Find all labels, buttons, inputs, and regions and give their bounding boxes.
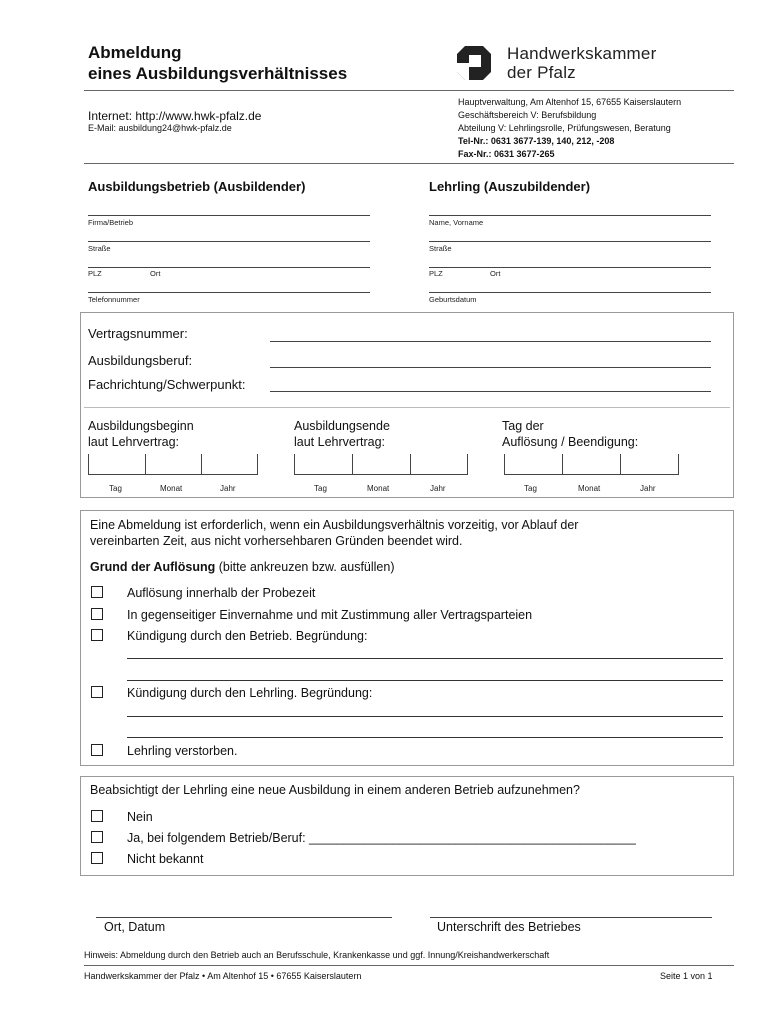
ende-tag-input[interactable]	[294, 454, 352, 475]
info-line-2: vereinbarten Zeit, aus nicht vorhersehbaren Gründen beendet wird.	[90, 534, 463, 548]
aufloesung-label	[502, 418, 638, 450]
hwk-logo-icon	[457, 46, 495, 80]
betrieb-plz-ort-field[interactable]	[88, 267, 370, 268]
beginn-monat-label: Monat	[160, 484, 183, 493]
info-text	[90, 517, 578, 549]
nicht-bekannt-option-label: Nicht bekannt	[127, 852, 204, 866]
lehrling-strasse-field[interactable]	[429, 241, 711, 242]
nein-checkbox[interactable]	[91, 810, 103, 822]
ja-checkbox[interactable]	[91, 831, 103, 843]
telefon-label: Telefonnummer	[88, 295, 140, 304]
aufloesung-tag-input[interactable]	[504, 454, 562, 475]
aufloesung-tag-label: Tag	[524, 484, 537, 493]
beginn-jahr-label: Jahr	[220, 484, 236, 493]
verstorben-option-label: Lehrling verstorben.	[127, 744, 238, 758]
footer-address: Handwerkskammer der Pfalz • Am Altenhof 15 • 67655 Kaiserslautern	[84, 971, 362, 981]
lehrling-strasse-label: Straße	[429, 244, 452, 253]
lehrling-ort-label: Ort	[490, 269, 501, 278]
footer-divider	[84, 965, 734, 966]
probezeit-checkbox[interactable]	[91, 586, 103, 598]
ende-jahr-input[interactable]	[410, 454, 468, 475]
kuendigung-lehrling-option-label: Kündigung durch den Lehrling. Begründung:	[127, 686, 373, 700]
beginn-jahr-input[interactable]	[201, 454, 258, 475]
betrieb-heading: Ausbildungsbetrieb (Ausbildender)	[88, 179, 306, 194]
lehrling-plz-label: PLZ	[429, 269, 443, 278]
einvernahme-option-label: In gegenseitiger Einvernahme und mit Zustimmung aller Vertragsparteien	[127, 608, 533, 622]
address-block	[458, 96, 681, 161]
geburtsdatum-field[interactable]	[429, 292, 711, 293]
hinweis-text: Hinweis: Abmeldung durch den Betrieb auch an Berufsschule, Krankenkasse und ggf. Innung/Kreishandwerkerschaft	[84, 950, 550, 960]
telefon-field[interactable]	[88, 292, 370, 293]
address-tel: Tel-Nr.: 0631 3677-139, 140, 212, -208	[458, 136, 615, 146]
ort-datum-label: Ort, Datum	[104, 920, 166, 934]
ort-datum-field[interactable]	[96, 917, 392, 918]
ja-option-label[interactable]: Ja, bei folgendem Betrieb/Beruf: _______________________________________________	[127, 831, 636, 845]
einvernahme-checkbox[interactable]	[91, 608, 103, 620]
kuendigung-lehrling-reason-line-2[interactable]	[127, 737, 723, 738]
beginn-label-line-2: laut Lehrvertrag:	[88, 435, 180, 449]
ende-label	[294, 418, 390, 450]
grund-heading-hint: (bitte ankreuzen bzw. ausfüllen)	[215, 560, 395, 574]
ausbildungsberuf-field[interactable]	[270, 367, 711, 368]
fachrichtung-field[interactable]	[270, 391, 711, 392]
lehrling-plz-ort-field[interactable]	[429, 267, 711, 268]
address-fax: Fax-Nr.: 0631 3677-265	[458, 149, 555, 159]
page-number: Seite 1 von 1	[660, 971, 713, 981]
aufloesung-monat-input[interactable]	[562, 454, 620, 475]
ende-label-line-1: Ausbildungsende	[294, 419, 390, 433]
ende-jahr-label: Jahr	[430, 484, 446, 493]
aufloesung-label-line-2: Auflösung / Beendigung:	[502, 435, 639, 449]
kuendigung-betrieb-reason-line-1[interactable]	[127, 658, 723, 659]
beginn-label-line-1: Ausbildungsbeginn	[88, 419, 194, 433]
betrieb-ort-label: Ort	[150, 269, 161, 278]
kuendigung-betrieb-reason-line-2[interactable]	[127, 680, 723, 681]
aufloesung-jahr-label: Jahr	[640, 484, 656, 493]
grund-heading-bold: Grund der Auflösung	[90, 560, 216, 574]
title-line-1: Abmeldung	[88, 43, 182, 62]
neue-ausbildung-question: Beabsichtigt der Lehrling eine neue Ausbildung in einem anderen Betrieb aufzunehmen?	[90, 783, 580, 797]
verstorben-checkbox[interactable]	[91, 744, 103, 756]
kuendigung-lehrling-checkbox[interactable]	[91, 686, 103, 698]
ausbildungsberuf-label: Ausbildungsberuf:	[88, 353, 193, 368]
ende-label-line-2: laut Lehrvertrag:	[294, 435, 386, 449]
contact-internet: Internet: http://www.hwk-pfalz.de	[88, 109, 262, 123]
betrieb-strasse-field[interactable]	[88, 241, 370, 242]
document-title	[88, 42, 347, 84]
aufloesung-label-line-1: Tag der	[502, 419, 544, 433]
ende-monat-input[interactable]	[352, 454, 410, 475]
ende-tag-label: Tag	[314, 484, 327, 493]
grund-heading	[90, 560, 395, 574]
firma-label: Firma/Betrieb	[88, 218, 134, 227]
contact-divider	[84, 163, 734, 164]
nein-option-label: Nein	[127, 810, 153, 824]
vertragsnummer-label: Vertragsnummer:	[88, 326, 188, 341]
aufloesung-jahr-input[interactable]	[620, 454, 679, 475]
kuendigung-betrieb-option-label: Kündigung durch den Betrieb. Begründung:	[127, 629, 368, 643]
vertragsnummer-field[interactable]	[270, 341, 711, 342]
beginn-monat-input[interactable]	[145, 454, 201, 475]
nicht-bekannt-checkbox[interactable]	[91, 852, 103, 864]
kuendigung-betrieb-checkbox[interactable]	[91, 629, 103, 641]
header-divider	[84, 90, 734, 91]
ende-monat-label: Monat	[367, 484, 390, 493]
title-line-2: eines Ausbildungsverhältnisses	[88, 64, 348, 83]
logo-line-2: der Pfalz	[507, 63, 576, 82]
unterschrift-label: Unterschrift des Betriebes	[437, 920, 581, 934]
name-field[interactable]	[429, 215, 711, 216]
vertrag-divider	[84, 407, 730, 408]
logo-line-1: Handwerkskammer	[507, 44, 657, 63]
probezeit-option-label: Auflösung innerhalb der Probezeit	[127, 586, 316, 600]
beginn-tag-label: Tag	[109, 484, 122, 493]
contact-email: E-Mail: ausbildung24@hwk-pfalz.de	[88, 123, 232, 133]
address-line-3: Abteilung V: Lehrlingsrolle, Prüfungswesen, Beratung	[458, 123, 671, 133]
name-label: Name, Vorname	[429, 218, 484, 227]
address-line-2: Geschäftsbereich V: Berufsbildung	[458, 110, 597, 120]
address-line-1: Hauptverwaltung, Am Altenhof 15, 67655 Kaiserslautern	[458, 97, 682, 107]
geburtsdatum-label: Geburtsdatum	[429, 295, 477, 304]
kuendigung-lehrling-reason-line-1[interactable]	[127, 716, 723, 717]
beginn-tag-input[interactable]	[88, 454, 145, 475]
beginn-label	[88, 418, 194, 450]
hwk-logo	[457, 44, 677, 84]
aufloesung-monat-label: Monat	[578, 484, 601, 493]
firma-field[interactable]	[88, 215, 370, 216]
betrieb-plz-label: PLZ	[88, 269, 102, 278]
unterschrift-field[interactable]	[430, 917, 712, 918]
betrieb-strasse-label: Straße	[88, 244, 111, 253]
info-line-1: Eine Abmeldung ist erforderlich, wenn ein Ausbildungsverhältnis vorzeitig, vor Ablauf der	[90, 518, 579, 532]
fachrichtung-label: Fachrichtung/Schwerpunkt:	[88, 377, 246, 392]
lehrling-heading: Lehrling (Auszubildender)	[429, 179, 591, 194]
